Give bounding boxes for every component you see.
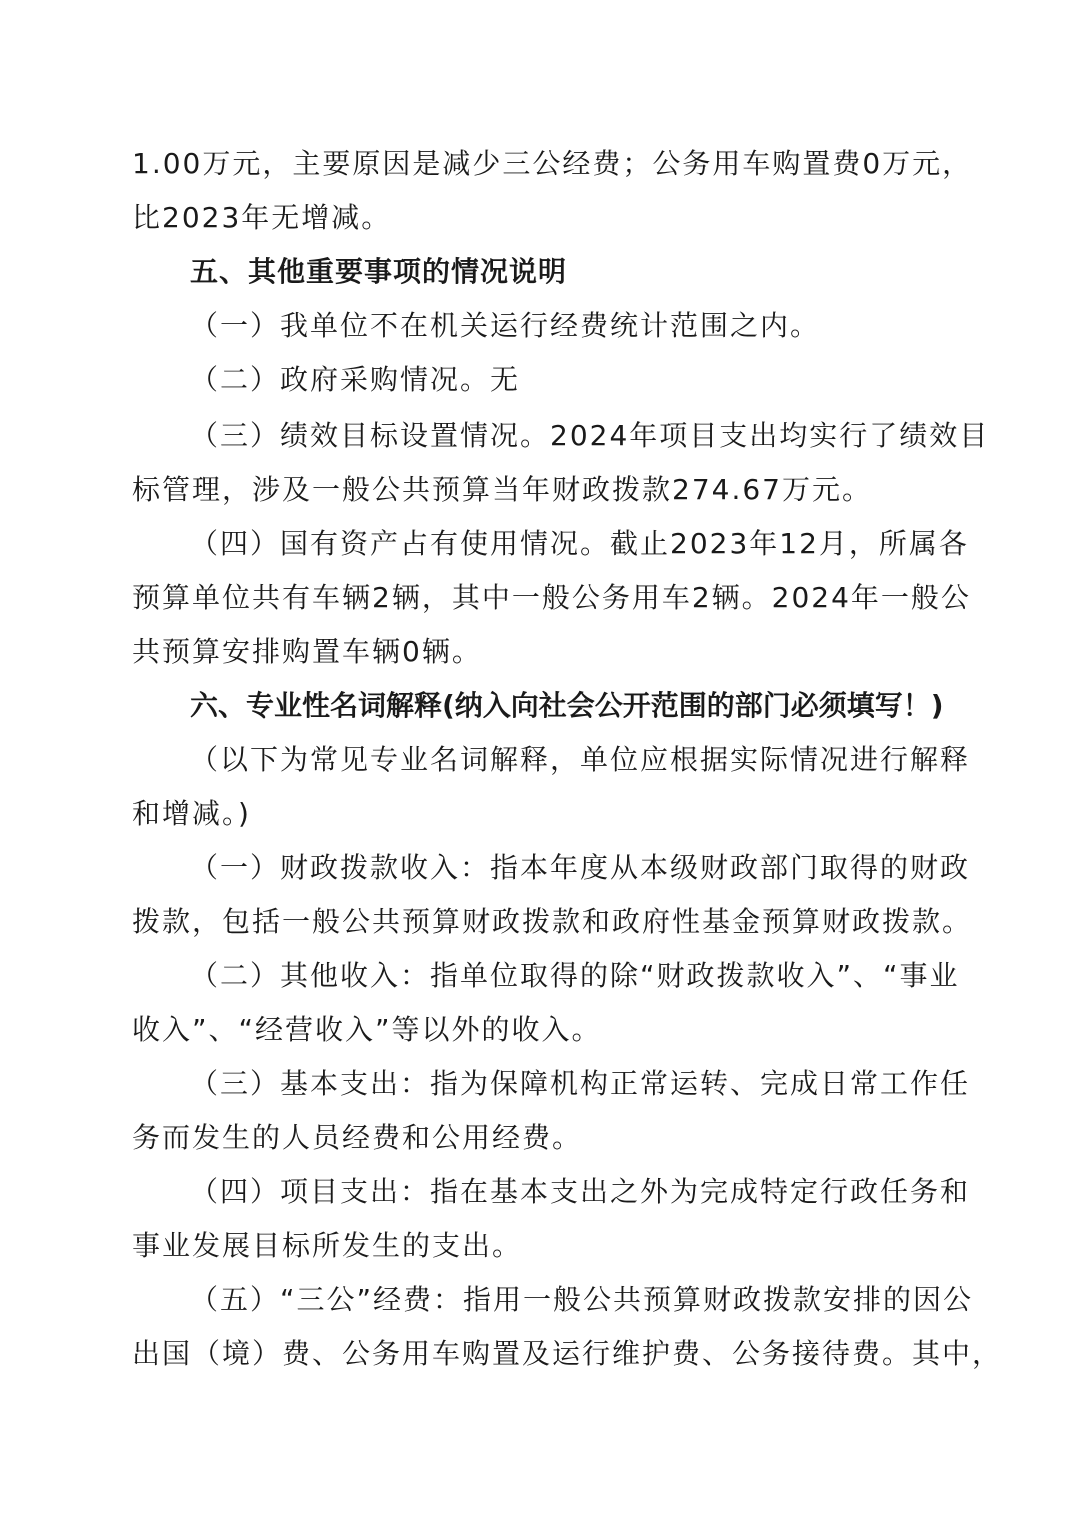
body-line: （二）政府采购情况。无 <box>190 363 521 396</box>
body-line: 拨款，包括一般公共预算财政拨款和政府性基金预算财政拨款。 <box>132 905 973 938</box>
body-line: 收入”、“经营收入”等以外的收入。 <box>132 1013 602 1046</box>
body-line: （四）国有资产占有使用情况。截止2023年12月，所属各 <box>190 527 969 560</box>
body-line: （二）其他收入：指单位取得的除“财政拨款收入”、“事业 <box>190 959 960 992</box>
body-line: （五）“三公”经费：指用一般公共预算财政拨款安排的因公 <box>190 1283 974 1316</box>
body-line: 比2023年无增减。 <box>132 201 392 234</box>
body-line: 出国（境）费、公务用车购置及运行维护费、公务接待费。其中， <box>132 1337 1003 1370</box>
body-line: （以下为常见专业名词解释，单位应根据实际情况进行解释 <box>190 743 971 776</box>
body-line: 1.00万元，主要原因是减少三公经费；公务用车购置费0万元， <box>132 147 973 180</box>
section-heading-5: 五、其他重要事项的情况说明 <box>190 255 568 288</box>
body-line: （三）绩效目标设置情况。2024年项目支出均实行了绩效目 <box>190 419 990 452</box>
body-line: 务而发生的人员经费和公用经费。 <box>132 1121 583 1154</box>
body-line: （四）项目支出：指在基本支出之外为完成特定行政任务和 <box>190 1175 971 1208</box>
body-line: 事业发展目标所发生的支出。 <box>132 1229 523 1262</box>
body-line: 共预算安排购置车辆0辆。 <box>132 635 482 668</box>
section-heading-6: 六、专业性名词解释(纳入向社会公开范围的部门必须填写！) <box>190 689 944 722</box>
body-line: 预算单位共有车辆2辆，其中一般公务用车2辆。2024年一般公 <box>132 581 971 614</box>
body-line: （一）财政拨款收入：指本年度从本级财政部门取得的财政 <box>190 851 971 884</box>
body-line: （三）基本支出：指为保障机构正常运转、完成日常工作任 <box>190 1067 971 1100</box>
body-line: 和增减。) <box>132 797 251 830</box>
body-line: 标管理，涉及一般公共预算当年财政拨款274.67万元。 <box>132 473 872 506</box>
body-line: （一）我单位不在机关运行经费统计范围之内。 <box>190 309 821 342</box>
